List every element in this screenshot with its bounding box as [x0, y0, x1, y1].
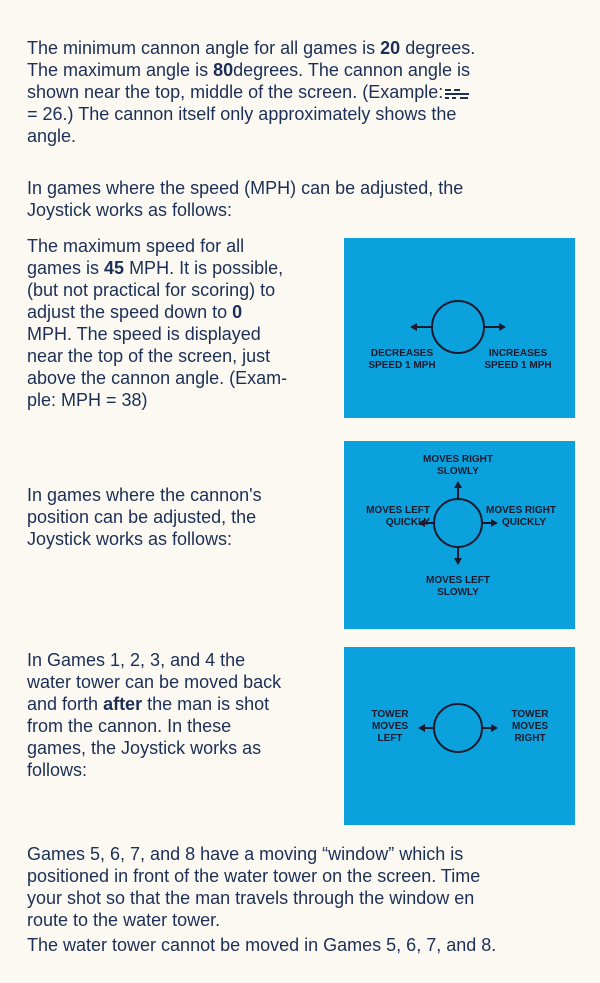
max-speed-line-2: games is 45 MPH. It is possible,: [27, 258, 284, 278]
moves-left-slowly-label: MOVES LEFT SLOWLY: [426, 575, 490, 598]
max-speed-line-4: adjust the speed down to 0: [27, 302, 243, 322]
max-speed-line-6: near the top of the screen, just: [27, 346, 271, 366]
tower-line-6: follows:: [27, 760, 88, 780]
angle-line-2: The maximum angle is 80degrees. The cannon angle is: [27, 60, 470, 80]
angle-paragraph: [27, 37, 587, 147]
window-line-2: positioned in front of the water tower on the screen. Time: [27, 866, 481, 886]
tower-line-2: water tower can be moved back: [27, 672, 282, 692]
angle-line-1: The minimum cannon angle for all games is 20 degrees.: [27, 38, 476, 58]
moves-left-quickly-label: MOVES LEFT QUICKLY: [366, 505, 430, 528]
joystick-circle-icon: [434, 499, 482, 547]
max-speed-paragraph: [27, 235, 337, 411]
angle-line-4: = 26.) The cannon itself only approximately shows the: [27, 104, 457, 124]
angle-line-3: shown near the top, middle of the screen. (Example:: [27, 81, 587, 103]
tower-line-5: games, the Joystick works as: [27, 738, 262, 758]
joystick-circle-icon: [434, 704, 482, 752]
tower-line-1: In Games 1, 2, 3, and 4 the: [27, 650, 246, 670]
position-line-2: position can be adjusted, the: [27, 507, 257, 527]
max-speed-line-1: The maximum speed for all: [27, 236, 245, 256]
window-line-1: Games 5, 6, 7, and 8 have a moving “window” which is: [27, 844, 464, 864]
arrow-right-icon: [491, 724, 498, 732]
max-speed-line-7: above the cannon angle. (Exam-: [27, 368, 288, 388]
decreases-speed-label: DECREASES SPEED 1 MPH: [368, 348, 436, 371]
tower-fixed-paragraph: [27, 934, 592, 956]
tower-line-4: from the cannon. In these: [27, 716, 232, 736]
window-line-3: your shot so that the man travels through the window en: [27, 888, 475, 908]
angle-line-5: angle.: [27, 126, 77, 146]
arrow-up-icon: [454, 481, 462, 488]
increases-speed-label: INCREASES SPEED 1 MPH: [484, 348, 552, 371]
max-speed-line-8: ple: MPH = 38): [27, 390, 148, 410]
max-speed-line-5: MPH. The speed is displayed: [27, 324, 261, 344]
window-paragraph: [27, 843, 592, 931]
moves-right-quickly-label: MOVES RIGHT QUICKLY: [486, 505, 557, 528]
joystick-circle-icon: [432, 301, 484, 353]
speed-intro-line-2: Joystick works as follows:: [27, 200, 233, 220]
position-paragraph: [27, 484, 327, 550]
arrow-right-icon: [499, 323, 506, 331]
speed-joystick-diagram: [344, 238, 575, 418]
cannon-position-joystick-diagram: [344, 441, 575, 629]
tower-moves-right-label: TOWER MOVES RIGHT: [511, 709, 549, 744]
arrow-down-icon: [454, 558, 462, 565]
tower-fixed-line: The water tower cannot be moved in Games 5, 6, 7, and 8.: [27, 935, 497, 955]
tower-joystick-diagram: [344, 647, 575, 825]
tower-paragraph: [27, 649, 337, 781]
position-line-1: In games where the cannon's: [27, 485, 262, 505]
max-speed-line-3: (but not practical for scoring) to: [27, 280, 276, 300]
angle-example-icon: [443, 88, 473, 99]
arrow-left-icon: [410, 323, 417, 331]
window-line-4: route to the water tower.: [27, 910, 221, 930]
tower-moves-left-label: TOWER MOVES LEFT: [371, 709, 409, 744]
position-line-3: Joystick works as follows:: [27, 529, 233, 549]
speed-intro-line-1: In games where the speed (MPH) can be adjusted, the: [27, 178, 464, 198]
speed-intro-paragraph: [27, 177, 587, 221]
tower-line-3: and forth after the man is shot: [27, 694, 270, 714]
moves-right-slowly-label: MOVES RIGHT SLOWLY: [422, 454, 493, 477]
